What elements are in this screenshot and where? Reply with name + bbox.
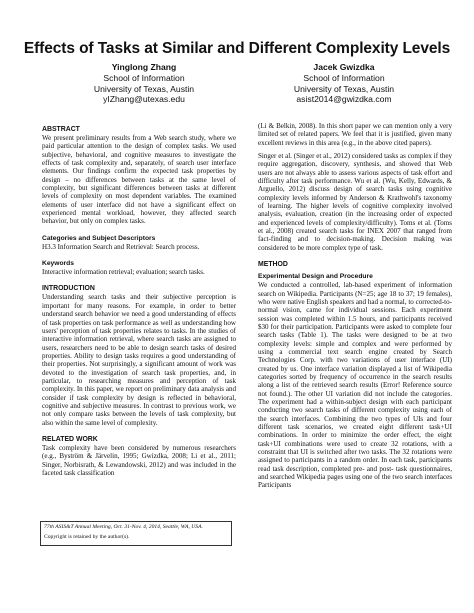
related-work-heading: RELATED WORK	[42, 435, 98, 443]
categories-heading: Categories and Subject Descriptors	[42, 234, 156, 242]
author-institution: University of Texas, Austin	[93, 83, 195, 94]
related-work-text: Task complexity have been considered by numerous researchers (e.g., Byström & Järvelin, 1995; Gwizdka, 2008; Li et al., 2011; Singer, Norbisrath, & Lewandowski, 2012) and was included in the faceted task classification	[42, 443, 236, 477]
abstract-text: We present preliminary results from a Web search study, where we paid particular attention to the design of complex tasks. We used subjective, behavioral, and cognitive measures to investigate the effects of task complexity and, separately, of search user interface elements. Our findings confirm the expected task properties by design – no differences between tasks at the same level of complexity, but significant differences between tasks at different levels of complexity on most dependent variables. The examined elements of user interface did not have a significant effect on experienced mental workload, however, they affected search behavior, but only on complex tasks.	[42, 134, 236, 226]
author-affiliation: School of Information	[103, 72, 185, 83]
related-work-paragraph: Singer et al. (Singer et al., 2012) considered tasks as complex if they require aggregation, discovery, synthesis, and showed that Web users are not always able to assess various aspects of task effort and difficulty after task performance. Wu et al. (Wu, Kelly, Edwards, & Arguello, 2012) discuss design of search tasks using cognitive complexity levels informed by Anderson & Krathwohl's taxonomy of learning. The higher levels of cognitive complexity involved analysis, evaluation, creation (in the increasing order of expected and experienced levels of complexity/difficulty). Toms et al. (Toms et al., 2008) created search tasks for INEX 2007 that ranged from fact-finding and to decision-making. Decision making was considered to be more complex type of task.	[258, 152, 452, 252]
abstract-heading: ABSTRACT	[42, 126, 80, 133]
author-name: Yinglong Zhang	[111, 62, 177, 72]
author-email: yIZhang@utexas.edu	[103, 94, 185, 105]
keywords-heading: Keywords	[42, 260, 74, 268]
author-block-2	[244, 62, 444, 105]
author-email: asist2014@gwizdka.com	[296, 94, 392, 105]
author-name: Jacek Gwizdka	[313, 62, 375, 72]
introduction-text: Understanding search tasks and their subjective perception is important for many reasons. For example, in order to better understand search behavior we need a good understanding of effects of task properties on task performance as well as understanding how users' perception of task properties relates to tasks. In the studies of interactive information retrieval, where search tasks are assigned to users, researchers need to be able to design search tasks of desired properties. Ability to design tasks requires a good understanding of their properties. Not surprisingly, a significant amount of work was devoted to the investigation of search task properties, and, in particular, to researching measures and perception of task complexity. In this paper, we report on preliminary data analysis and consider if task complexity by design is reflected in behavioral, cognitive and subjective measures. In contrast to previous work, we not only compare tasks between the levels of task complexity, but also within the same level of complexity.	[42, 293, 236, 427]
introduction-heading: INTRODUCTION	[42, 285, 95, 293]
footnote-venue: 77th ASIS&T Annual Meeting, Oct. 31-Nov. 4, 2014, Seattle, WA, USA.	[44, 524, 203, 530]
copyright-footnote-box	[40, 521, 232, 546]
left-column	[42, 122, 236, 477]
author-affiliation: School of Information	[303, 72, 385, 83]
author-block-1	[44, 62, 244, 105]
footnote-copyright: Copyright is retained by the author(s).	[44, 534, 130, 540]
method-text: We conducted a controlled, lab-based experiment of information search on Wikipedia. Participants (N=25; age 18 to 37; 19 females), who were native English speakers and had a normal, to corrected-to-normal vision, came for individual sessions. Each experiment session was completed within 1.5 hours, and participants received $30 for their participation. Participants were asked to complete four search tasks (Table 1). The tasks were designed to be at two complexity levels: simple and complex and were performed by using a commercial text search engine created by Search Technologies Corp. with two variations of user interface (UI) created by us. One interface variation displayed a list of Wikipedia categories sorted by frequency of occurrence in the search results along a list of the retrieved search results (Error! Reference source not found.). The other UI variation did not include the categories. The experiment had a within-subject design with each participant conducting two search tasks of different complexity using each of the search interfaces. Combining the two types of UIs and four different task scenarios, we created eight different task+UI combinations. In order to minimize the order effect, the eight task+UI combinations were used to create 32 rotations, with a constraint that UI is switched after two tasks. The 32 rotations were assigned to participants in a random order. In each task, participants read task description, completed pre- and post- task questionnaires, and searched Wikipedia pages using one of the two search interfaces Participants	[258, 281, 452, 490]
related-work-continued: (Li & Belkin, 2008). In this short paper we can mention only a very limited set of related papers. We feel that it is justified, given many excellent reviews in this area (e.g., in the above cited papers).	[258, 122, 452, 147]
method-heading: METHOD	[258, 261, 288, 269]
paper-title: Effects of Tasks at Similar and Different Complexity Levels	[23, 40, 451, 57]
author-institution: University of Texas, Austin	[293, 83, 395, 94]
right-column	[258, 122, 452, 490]
keywords-text: Interactive information retrieval; evaluation; search tasks.	[42, 268, 205, 277]
categories-text: H3.3 Information Search and Retrieval: Search process.	[42, 242, 200, 251]
experimental-design-heading: Experimental Design and Procedure	[258, 273, 373, 281]
